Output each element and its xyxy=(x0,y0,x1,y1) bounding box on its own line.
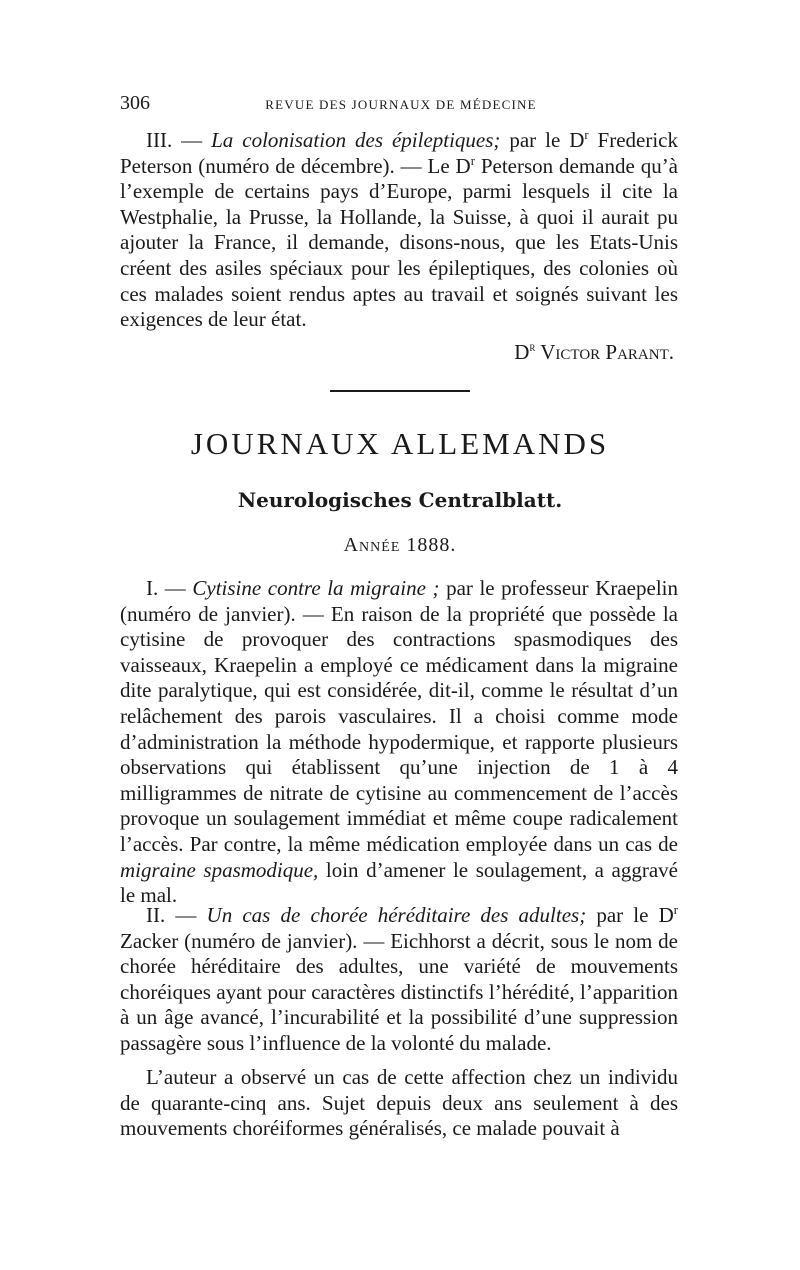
article-ii-by: par le D xyxy=(586,903,674,927)
article-i-title: Cytisine contre la migraine ; xyxy=(192,576,440,600)
article-iii-text-sup: r xyxy=(470,153,475,168)
article-iii-title: La colonisation des épileptiques; xyxy=(211,128,501,152)
signature-name: Victor Parant. xyxy=(535,340,674,364)
article-i-text-before: par le professeur Kraepelin (numéro de janvier). — En raison de la propriété que possède la cytisine de provoquer des contractions spasmodiques des vaisseaux, Kraepelin a employé ce médicament dans la migraine dite paralytique, qui est considérée, dit-il, comme le résultat d’un relâchement des parois vasculaires. Il a choisi comme mode d’administration la méthode hypodermique, et rapporte plusieurs observations qui établissent qu’une injection de 1 à 4 milligrammes de nitrate de cytisine au commencement de l’accès provoque un soulagement immédiat et même coupe radicalement l’accès. Par contre, la même médication employée dans un cas de xyxy=(120,576,678,856)
article-i-emphasis: migraine spasmodique, xyxy=(120,857,319,882)
signature-prefix: D xyxy=(514,340,530,364)
article-iii-number: III. — xyxy=(146,128,212,152)
article-ii-text: Zacker (numéro de janvier). — Eichhorst a décrit, sous le nom de chorée héréditaire des adultes, une variété de mouvements choréiques ayant pour caractères distinctifs l’hérédité, l’apparition à un âge avancé, l’incurabilité et la possibilité d’une suppression passagère sous l’influence de la volonté du malade. xyxy=(120,928,678,1055)
article-iii-paragraph xyxy=(120,128,678,333)
page-number: 306 xyxy=(120,92,150,114)
article-i-text-after: loin d’amener le soulagement, a aggravé le mal. xyxy=(120,857,678,908)
article-ii-paragraph xyxy=(120,903,678,1057)
article-iii-by: par le D xyxy=(500,128,585,152)
journal-year: Année 1888. xyxy=(343,534,457,556)
journal-title: REVUE DES JOURNAUX DE MÉDECINE xyxy=(265,97,537,112)
article-i-number: I. — xyxy=(146,576,193,600)
article-iii-by-sup: r xyxy=(584,128,589,142)
article-iii-author: Frederick Peterson (numéro de décembre). — Le D xyxy=(120,128,678,178)
article-ii-by-sup: r xyxy=(673,903,678,917)
running-head xyxy=(120,92,682,116)
article-ii-paragraph-2: L’auteur a observé un cas de cette affection chez un individu de quarante-cinq ans. Sujet depuis deux ans seulement à des mouvements choréiformes généralisés, ce malade pouvait à xyxy=(120,1065,678,1141)
signature xyxy=(514,340,674,365)
section-divider xyxy=(330,390,470,392)
article-iii-text: Peterson demande qu’à l’exemple de certains pays d’Europe, parmi lesquels il cite la Westphalie, la Prusse, la Hollande, la Suisse, à quoi il aurait pu ajouter la France, il demande, disons-nous, que les Etats-Unis créent des asiles spéciaux pour les épileptiques, des colonies où ces malades soient rendus aptes au travail et soignés suivant les exigences de leur état. xyxy=(120,153,679,332)
journal-name: Neurologisches Centralblatt. xyxy=(237,488,563,512)
section-title: JOURNAUX ALLEMANDS xyxy=(190,426,610,461)
article-ii-number: II. — xyxy=(146,903,207,927)
signature-sup: r xyxy=(529,340,536,354)
article-i-paragraph xyxy=(120,576,678,909)
article-ii-title: Un cas de chorée héréditaire des adultes; xyxy=(206,903,587,927)
